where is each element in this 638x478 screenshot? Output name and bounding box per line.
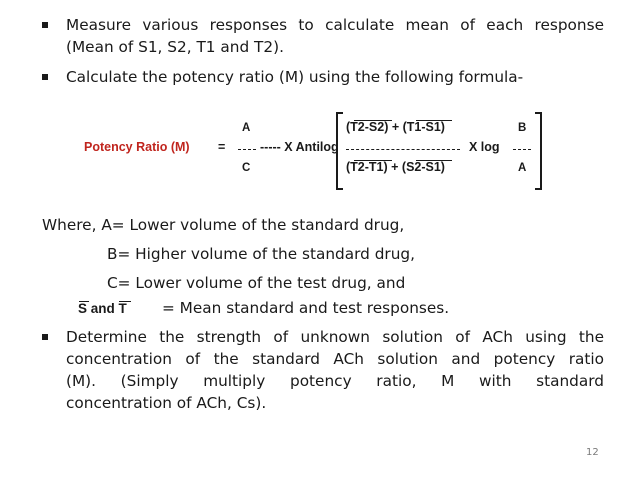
square-bullet-icon xyxy=(42,74,48,80)
s-and-t-symbols xyxy=(78,301,127,316)
bullet-calculate-potency xyxy=(42,66,604,88)
left-bracket xyxy=(336,112,343,190)
bullet-determine-strength xyxy=(42,326,604,414)
formula-numerator: (T2-S2) + (T1-S1) xyxy=(346,120,445,134)
formula-b: B xyxy=(518,122,527,134)
page-number: 12 xyxy=(586,447,599,458)
formula-label: Potency Ratio (M) xyxy=(84,140,190,154)
bullet-line: (Mean of S1, S2, T1 and T2). xyxy=(66,38,284,56)
definition-c: C= Lower volume of the test drug, and xyxy=(107,274,406,292)
definition-where: Where, A= Lower volume of the standard drug, xyxy=(42,216,405,234)
potency-ratio-formula xyxy=(84,112,544,188)
definition-b: B= Higher volume of the standard drug, xyxy=(107,245,415,263)
fraction-line xyxy=(513,149,531,150)
mean-overbar xyxy=(354,160,392,161)
formula-antilog: ----- X Antilog xyxy=(260,140,339,154)
fraction-line xyxy=(238,149,256,150)
formula-a: A xyxy=(242,122,251,134)
formula-denominator: (T2-T1) + (S2-S1) xyxy=(346,160,445,174)
mean-overbar xyxy=(416,160,452,161)
formula-a2: A xyxy=(518,162,527,174)
bullet-line: Measure various responses to calculate mean of each response xyxy=(66,16,604,34)
bullet-line: Calculate the potency ratio (M) using the following formula- xyxy=(66,68,524,86)
formula-log: X log xyxy=(469,140,500,154)
bullet-measure-responses xyxy=(42,14,604,58)
bullet-line: concentration of the standard ACh solution and potency ratio xyxy=(66,350,604,368)
bullet-line: Determine the strength of unknown solution of ACh using the xyxy=(66,328,604,346)
fraction-line xyxy=(346,149,460,150)
mean-overbar xyxy=(79,301,89,302)
right-bracket xyxy=(535,112,542,190)
bullet-line: (M). (Simply multiply potency ratio, M with standard xyxy=(66,372,604,390)
s-and-t-text: S and T xyxy=(78,301,127,316)
square-bullet-icon xyxy=(42,22,48,28)
mean-overbar xyxy=(119,301,131,302)
square-bullet-icon xyxy=(42,334,48,340)
formula-equals: = xyxy=(218,140,226,154)
mean-overbar xyxy=(354,120,392,121)
mean-overbar xyxy=(416,120,452,121)
formula-c: C xyxy=(242,162,251,174)
definition-means: = Mean standard and test responses. xyxy=(162,299,450,317)
bullet-line: concentration of ACh, Cs). xyxy=(66,394,267,412)
